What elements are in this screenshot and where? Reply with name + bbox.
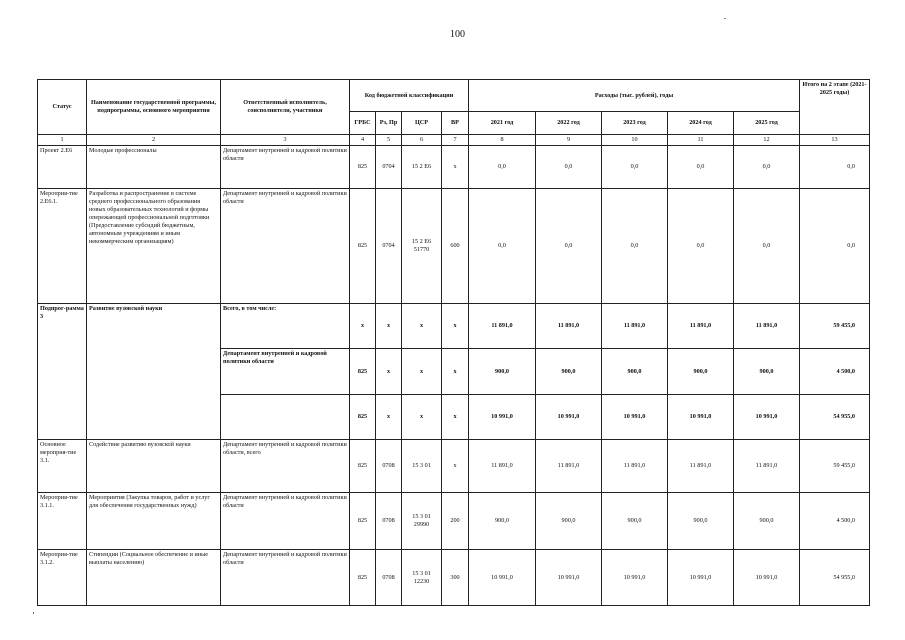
value-2025: 0,0: [734, 146, 800, 189]
header-2025: 2025 год: [734, 112, 800, 135]
grbs-cell: 825: [350, 395, 376, 440]
executor-cell: Департамент внутренней и кадровой политики области: [221, 493, 350, 550]
value-2025: 11 891,0: [734, 440, 800, 493]
vr-cell: 300: [442, 550, 469, 606]
col-num: 1: [38, 135, 87, 146]
vr-cell: х: [442, 440, 469, 493]
value-total: 4 500,0: [800, 349, 870, 395]
header-grbs: ГРБС: [350, 112, 376, 135]
value-2024: 900,0: [668, 349, 734, 395]
value-2021: 10 991,0: [469, 395, 536, 440]
scan-speck: [724, 18, 726, 19]
header-status: Статус: [38, 80, 87, 135]
value-2023: 900,0: [602, 349, 668, 395]
grbs-cell: 825: [350, 493, 376, 550]
grbs-cell: 825: [350, 440, 376, 493]
executor-cell: Департамент внутренней и кадровой политики области: [221, 189, 350, 304]
header-name: Наименование государственной программы, подпрограммы, основного мероприятия: [87, 80, 221, 135]
value-2024: 11 891,0: [668, 440, 734, 493]
value-2023: 10 991,0: [602, 550, 668, 606]
status-cell: Подпрог-рамма 3: [38, 304, 87, 440]
status-cell: Мероприя-тие 2.Е6.1.: [38, 189, 87, 304]
value-total: 59 455,0: [800, 440, 870, 493]
value-2025: 11 891,0: [734, 304, 800, 349]
value-2023: 10 991,0: [602, 395, 668, 440]
col-num: 13: [800, 135, 870, 146]
header-2023: 2023 год: [602, 112, 668, 135]
scan-speck: [33, 612, 34, 614]
col-num: 5: [376, 135, 402, 146]
executor-cell: Департамент внутренней и кадровой политики области: [221, 349, 350, 395]
table-row: [38, 440, 870, 493]
table-row: [38, 304, 870, 349]
col-num: 3: [221, 135, 350, 146]
value-2023: 11 891,0: [602, 440, 668, 493]
value-2021: 11 891,0: [469, 440, 536, 493]
value-2021: 900,0: [469, 493, 536, 550]
value-total: 0,0: [800, 189, 870, 304]
header-rzpr: Рз, Пр: [376, 112, 402, 135]
value-2024: 11 891,0: [668, 304, 734, 349]
csr-cell: 15 2 Е6: [402, 146, 442, 189]
csr-cell: 15 3 01: [402, 440, 442, 493]
status-cell: Мероприя-тие 3.1.1.: [38, 493, 87, 550]
header-executor: Ответственный исполнитель, соисполнители, участники: [221, 80, 350, 135]
name-cell: Молодые профессионалы: [87, 146, 221, 189]
csr-cell: х: [402, 349, 442, 395]
value-2025: 0,0: [734, 189, 800, 304]
executor-cell: Всего, в том числе:: [221, 304, 350, 349]
rzpr-cell: 0704: [376, 146, 402, 189]
value-2021: 11 891,0: [469, 304, 536, 349]
value-total: 54 955,0: [800, 550, 870, 606]
status-cell: Основное мероприя-тие 3.1.: [38, 440, 87, 493]
grbs-cell: 825: [350, 189, 376, 304]
value-2024: 900,0: [668, 493, 734, 550]
csr-cell: 15 2 Е6 51770: [402, 189, 442, 304]
value-2022: 900,0: [536, 493, 602, 550]
vr-cell: 200: [442, 493, 469, 550]
vr-cell: х: [442, 349, 469, 395]
value-2022: 10 991,0: [536, 395, 602, 440]
grbs-cell: 825: [350, 349, 376, 395]
value-2024: 0,0: [668, 146, 734, 189]
name-cell: Мероприятия (Закупка товаров, работ и услуг для обеспечения государственных нужд): [87, 493, 221, 550]
header-row: [38, 80, 870, 112]
rzpr-cell: 0708: [376, 493, 402, 550]
header-vr: ВР: [442, 112, 469, 135]
vr-cell: х: [442, 146, 469, 189]
csr-cell: 15 3 01 29990: [402, 493, 442, 550]
executor-cell: Департамент внутренней и кадровой политики области, всего: [221, 440, 350, 493]
page-number: 100: [450, 29, 465, 40]
rzpr-cell: х: [376, 395, 402, 440]
rzpr-cell: 0704: [376, 189, 402, 304]
executor-cell: [221, 395, 350, 440]
status-cell: Проект 2.Е6: [38, 146, 87, 189]
grbs-cell: 825: [350, 550, 376, 606]
value-2025: 10 991,0: [734, 550, 800, 606]
value-2021: 0,0: [469, 146, 536, 189]
col-num: 7: [442, 135, 469, 146]
col-num: 6: [402, 135, 442, 146]
column-number-row: [38, 135, 870, 146]
status-cell: Мероприя-тие 3.1.2.: [38, 550, 87, 606]
header-2022: 2022 год: [536, 112, 602, 135]
col-num: 8: [469, 135, 536, 146]
value-2023: 0,0: [602, 146, 668, 189]
grbs-cell: 825: [350, 146, 376, 189]
header-csr: ЦСР: [402, 112, 442, 135]
value-2025: 10 991,0: [734, 395, 800, 440]
rzpr-cell: 0708: [376, 440, 402, 493]
value-2023: 900,0: [602, 493, 668, 550]
table-row: [38, 493, 870, 550]
header-2024: 2024 год: [668, 112, 734, 135]
csr-cell: х: [402, 304, 442, 349]
value-2021: 0,0: [469, 189, 536, 304]
vr-cell: 600: [442, 189, 469, 304]
header-2021: 2021 год: [469, 112, 536, 135]
col-num: 4: [350, 135, 376, 146]
col-num: 12: [734, 135, 800, 146]
csr-cell: 15 3 01 12230: [402, 550, 442, 606]
value-2021: 900,0: [469, 349, 536, 395]
value-total: 54 955,0: [800, 395, 870, 440]
rzpr-cell: х: [376, 349, 402, 395]
value-2025: 900,0: [734, 493, 800, 550]
value-2023: 11 891,0: [602, 304, 668, 349]
value-2022: 900,0: [536, 349, 602, 395]
executor-cell: Департамент внутренней и кадровой политики области: [221, 146, 350, 189]
table-row: [38, 189, 870, 304]
executor-cell: Департамент внутренней и кадровой политики области: [221, 550, 350, 606]
value-2024: 10 991,0: [668, 395, 734, 440]
grbs-cell: х: [350, 304, 376, 349]
rzpr-cell: х: [376, 304, 402, 349]
budget-table: [37, 79, 870, 606]
vr-cell: х: [442, 395, 469, 440]
header-budget-code: Код бюджетной классификации: [350, 80, 469, 112]
value-2024: 10 991,0: [668, 550, 734, 606]
name-cell: Развитие вузовской науки: [87, 304, 221, 440]
value-2022: 11 891,0: [536, 440, 602, 493]
table-row: [38, 550, 870, 606]
value-2024: 0,0: [668, 189, 734, 304]
table-row: [38, 146, 870, 189]
value-2022: 10 991,0: [536, 550, 602, 606]
header-expenses: Расходы (тыс. рублей), годы: [469, 80, 800, 112]
col-num: 11: [668, 135, 734, 146]
value-total: 0,0: [800, 146, 870, 189]
csr-cell: х: [402, 395, 442, 440]
vr-cell: х: [442, 304, 469, 349]
value-2022: 0,0: [536, 189, 602, 304]
value-total: 4 500,0: [800, 493, 870, 550]
value-2022: 11 891,0: [536, 304, 602, 349]
header-total: Итого на 2 этапе (2021-2025 годы): [800, 80, 870, 135]
name-cell: Разработка и распространение в системе среднего профессионального образования новых образовательных технологий и формы опережающей профессиональной подготовки (Предоставление субсидий бюджетным, автономным учреждениям и иным некоммерческим организациям): [87, 189, 221, 304]
rzpr-cell: 0708: [376, 550, 402, 606]
value-2021: 10 991,0: [469, 550, 536, 606]
col-num: 10: [602, 135, 668, 146]
name-cell: Содействие развитию вузовской науки: [87, 440, 221, 493]
value-2022: 0,0: [536, 146, 602, 189]
value-2025: 900,0: [734, 349, 800, 395]
name-cell: Стипендии (Социальное обеспечение и иные выплаты населению): [87, 550, 221, 606]
col-num: 9: [536, 135, 602, 146]
value-total: 59 455,0: [800, 304, 870, 349]
col-num: 2: [87, 135, 221, 146]
value-2023: 0,0: [602, 189, 668, 304]
